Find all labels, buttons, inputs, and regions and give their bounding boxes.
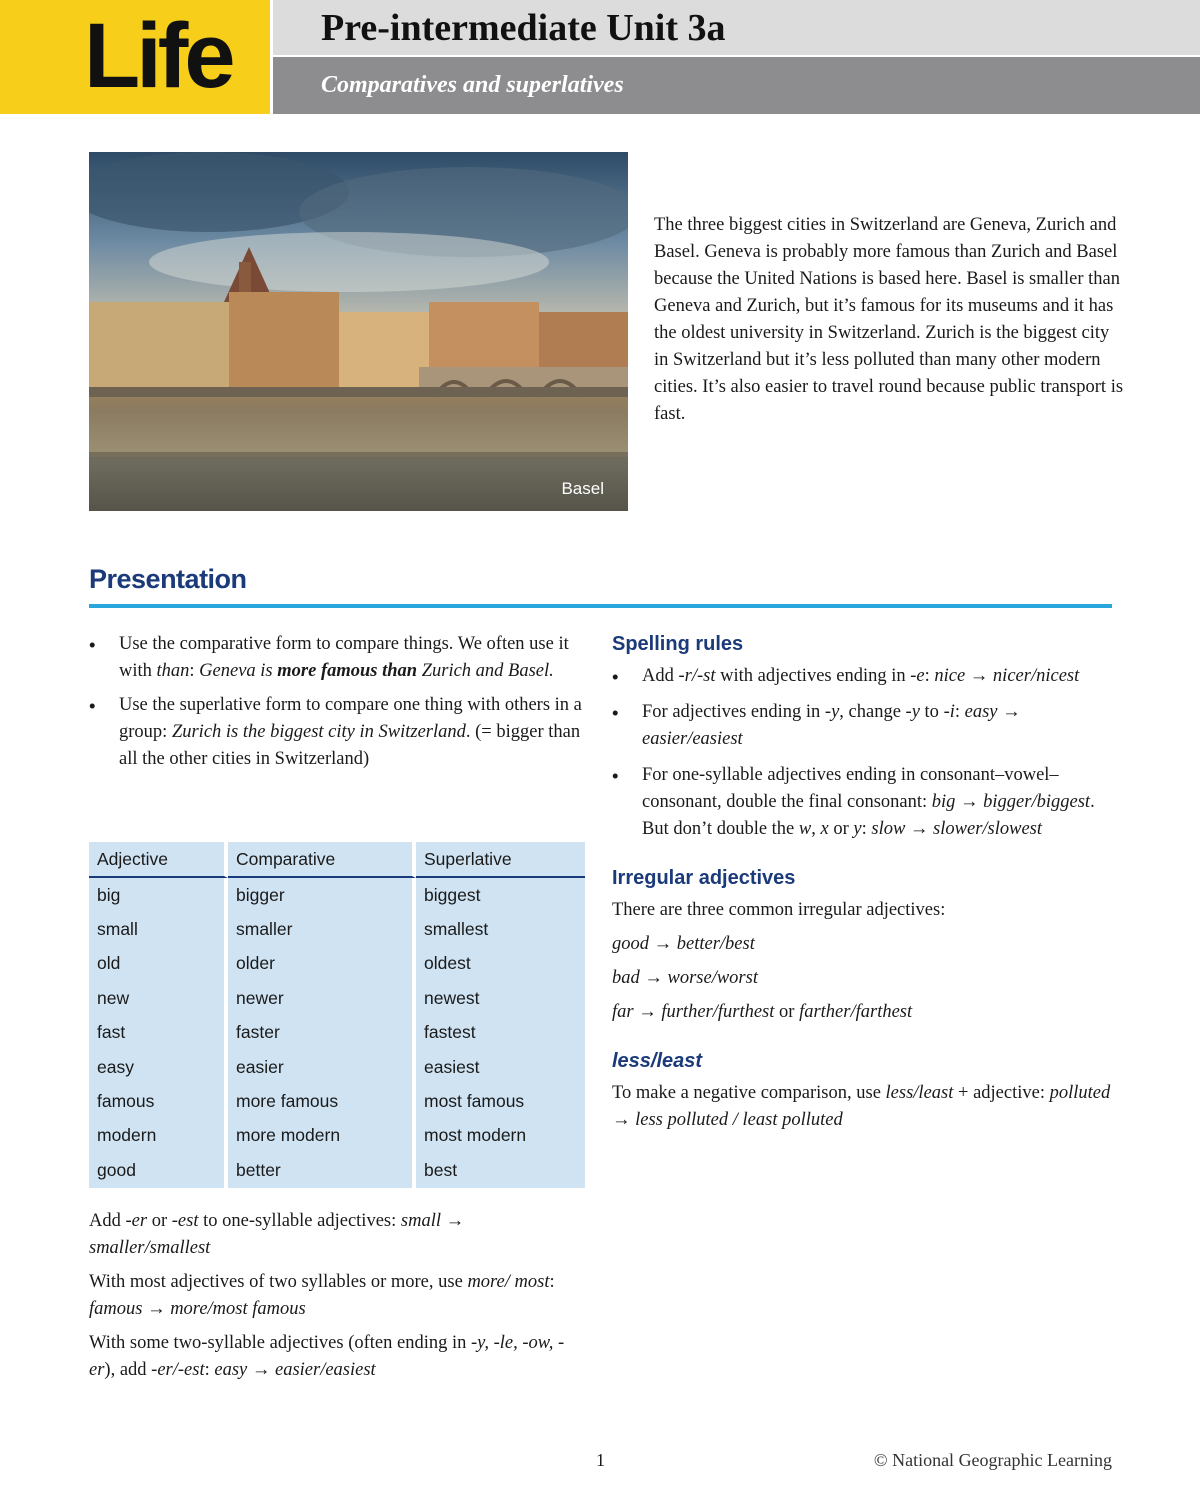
table-row: [89, 1153, 585, 1187]
table-cell: modern: [89, 1119, 228, 1153]
irregular-bad: bad → worse/worst: [612, 968, 758, 988]
table-cell: old: [89, 947, 228, 981]
note-one-syllable: Add -er or -est to one-syllable adjectives: small → smaller/smallest: [89, 1211, 465, 1258]
irregular-far: far → further/furthest or farther/farthest: [612, 1002, 913, 1022]
table-row: [89, 1084, 585, 1118]
table-cell: faster: [228, 1016, 416, 1050]
table-cell: more famous: [228, 1084, 416, 1118]
table-cell: famous: [89, 1084, 228, 1118]
intro-paragraph: The three biggest cities in Switzerland are Geneva, Zurich and Basel. Geneva is probably more famous than Zurich and Basel because the United Nations is based here. Basel is smaller than Geneva and Zurich, but it’s famous for its museums and it has the oldest university in Switzerland. Zurich is the biggest city in Switzerland but it’s less polluted than many other modern cities. It’s also easier to travel round because public transport is fast.: [654, 215, 1124, 424]
basel-illustration: [89, 152, 628, 511]
table-cell: smallest: [416, 912, 585, 946]
table-header-row: [89, 842, 585, 878]
table-cell: bigger: [228, 878, 416, 912]
spelling-rules-heading: Spelling rules: [612, 633, 744, 655]
table-cell: smaller: [228, 912, 416, 946]
formation-notes: [89, 1208, 586, 1391]
irregular-intro: There are three common irregular adjectives:: [612, 900, 946, 920]
note-two-syllables: With most adjectives of two syllables or more, use more/ most: famous → more/most famous: [89, 1272, 555, 1319]
comparative-bullet: • Use the comparative form to compare things. We often use it with than: Geneva is more famous than Zurich and Basel.: [89, 631, 586, 685]
table-cell: fastest: [416, 1016, 585, 1050]
table-row: [89, 1016, 585, 1050]
table-row: [89, 1119, 585, 1153]
table-cell: oldest: [416, 947, 585, 981]
table-cell: best: [416, 1153, 585, 1187]
table-row: [89, 912, 585, 946]
table-cell: fast: [89, 1016, 228, 1050]
irregular-good: good → better/best: [612, 934, 755, 954]
table-cell: older: [228, 947, 416, 981]
page-subtitle: Comparatives and superlatives: [321, 72, 624, 98]
less-least-heading: less/least: [612, 1050, 703, 1072]
table-cell: small: [89, 912, 228, 946]
table-cell: easier: [228, 1050, 416, 1084]
table-row: [89, 981, 585, 1015]
presentation-divider: [89, 604, 1112, 608]
title-bar: [273, 0, 1200, 55]
photo-caption: Basel: [561, 479, 604, 498]
table-header: Superlative: [416, 842, 585, 878]
copyright-notice: © National Geographic Learning: [873, 1450, 1112, 1470]
table-row: [89, 878, 585, 912]
right-column: [612, 631, 1112, 1141]
table-cell: easiest: [416, 1050, 585, 1084]
spelling-rule-y: • For adjectives ending in -y, change -y to -i: easy → easier/easiest: [612, 699, 1112, 753]
spelling-rule-cvc: • For one-syllable adjectives ending in consonant–vowel–consonant, double the final consonant: big → bigger/biggest. But don’t double the w, x or y: slow → slower/slowest: [612, 762, 1112, 843]
table-cell: new: [89, 981, 228, 1015]
irregular-adjectives-heading: Irregular adjectives: [612, 867, 796, 889]
less-least-rule: To make a negative comparison, use less/least + adjective: polluted → less polluted / least polluted: [612, 1083, 1111, 1130]
page-title: Pre-intermediate Unit 3a: [321, 7, 726, 49]
table-cell: more modern: [228, 1119, 416, 1153]
life-logo: [0, 0, 270, 114]
left-column: [89, 631, 586, 780]
table-cell: better: [228, 1153, 416, 1187]
table-cell: good: [89, 1153, 228, 1187]
table-row: [89, 947, 585, 981]
basel-photo: [89, 152, 628, 511]
table-cell: biggest: [416, 878, 585, 912]
table-header: Adjective: [89, 842, 228, 878]
table-cell: most modern: [416, 1119, 585, 1153]
superlative-bullet: • Use the superlative form to compare one thing with others in a group: Zurich is the biggest city in Switzerland. (= bigger than all the other cities in Switzerland): [89, 692, 586, 773]
table-cell: newest: [416, 981, 585, 1015]
page-number: 1: [596, 1450, 605, 1470]
table-header: Comparative: [228, 842, 416, 878]
subtitle-bar: [273, 57, 1200, 114]
presentation-heading: Presentation: [89, 564, 247, 594]
table-row: [89, 1050, 585, 1084]
adjective-table: [89, 842, 585, 1188]
table-cell: newer: [228, 981, 416, 1015]
table-cell: most famous: [416, 1084, 585, 1118]
table-cell: big: [89, 878, 228, 912]
spelling-rule-e: • Add -r/-st with adjectives ending in -e: nice → nicer/nicest: [612, 663, 1112, 690]
note-some-two-syllable: With some two-syllable adjectives (often ending in -y, -le, -ow, -er), add -er/-est: easy → easier/easiest: [89, 1333, 565, 1380]
logo-text: Life: [84, 5, 232, 107]
table-cell: easy: [89, 1050, 228, 1084]
